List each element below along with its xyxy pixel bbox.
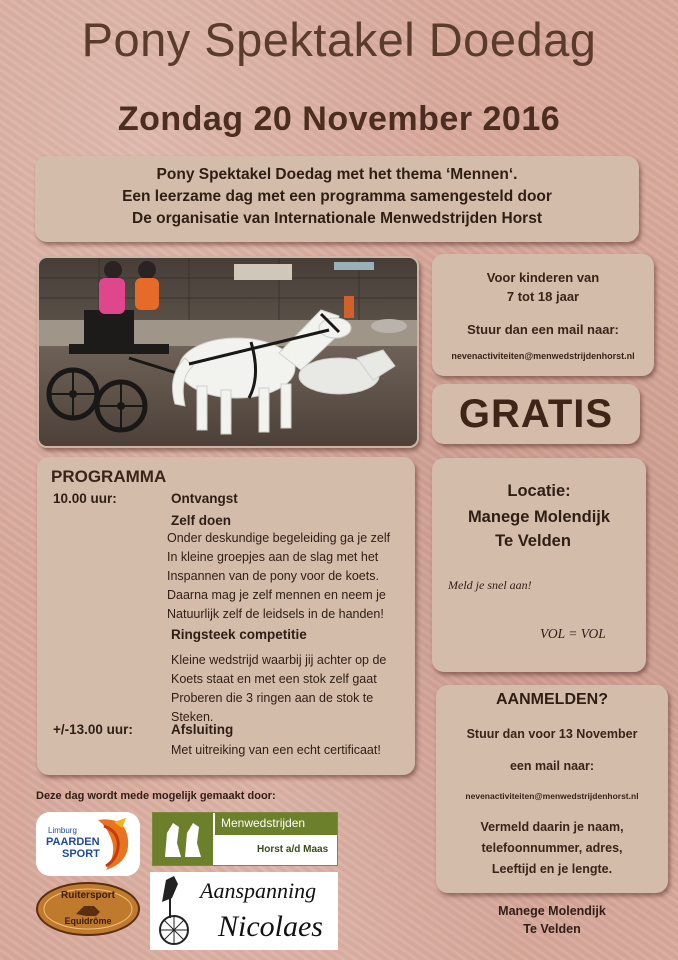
locatie-name: Manege Molendijk [467,508,611,526]
ruitersport-text: Ruitersport [61,890,115,901]
ringsteek-line: Steken. [171,710,214,724]
poster-title: Pony Spektakel Doedag [81,13,597,66]
aanmelden-email-link[interactable]: nevenactiviteiten@menwedstrijdenhorst.nl [465,791,639,801]
gratis-panel [432,384,640,444]
gratis-label: GRATIS [458,392,614,436]
ontvangst-title: Ontvangst [171,491,238,506]
event-date: Zondag 20 November 2016 [117,100,561,138]
intro-panel [35,156,639,242]
paarden-text: PAARDEN [46,836,100,848]
horst-text: Horst a/d Maas [257,844,329,855]
kids-panel [432,254,654,376]
intro-line-1: Pony Spektakel Doedag met het thema ‘Mennen‘. [156,166,518,183]
aanmelden-info-line: telefoonnummer, adres, [481,841,623,855]
locatie-town: Te Velden [495,532,571,550]
locatie-label: Locatie: [507,482,571,500]
zelf-doen-line: Daarna mag je zelf mennen en neem je [167,588,386,602]
ringsteek-line: Koets staat en met een stok zelf gaat [171,672,377,686]
footer-location [436,902,668,938]
zelf-doen-line: In kleine groepjes aan de slag met het [167,550,379,564]
aanmelden-mail-prompt: een mail naar: [509,759,595,773]
aanmelden-info-line: Vermeld daarin je naam, [480,820,624,834]
limburg-paardensport-logo [36,812,140,876]
sponsors-caption: Deze dag wordt mede mogelijk gemaakt door: [36,790,276,802]
aanspanning-text: Aanspanning [200,878,317,903]
aanmelden-info [436,817,668,880]
kids-age-line-1: Voor kinderen van [486,270,600,285]
ringsteek-line: Proberen die 3 ringen aan de stok te [171,691,374,705]
vol-is-vol-text: VOL = VOL [540,626,606,641]
horse-heads-icon [153,813,213,865]
aanmelden-info-line: Leeftijd en je lengte. [491,862,613,876]
intro-line-3: De organisatie van Internationale Menwedstrijden Horst [132,210,542,227]
afsluiting-title: Afsluiting [171,722,234,737]
equidrome-text: Equidrôme [64,916,112,926]
menwedstrijden-logo [152,812,338,866]
kids-age-line-2: 7 tot 18 jaar [506,289,580,304]
carriage-wheel-icon [152,874,196,948]
programma-panel [37,457,415,775]
pony-carriage-photo [37,256,419,448]
zelf-doen-line: Inspannen van de pony voor de koets. [167,569,379,583]
footer-line-1: Manege Molendijk [498,904,606,918]
afsluiting-text: Met uitreiking van een echt certificaat! [171,743,381,757]
footer-line-2: Te Velden [523,922,581,936]
ringsteek-line: Kleine wedstrijd waarbij jij achter op de [171,653,387,667]
zelf-doen-line: Onder deskundige begeleiding ga je zelf [167,531,391,545]
programma-heading: PROGRAMMA [51,467,167,486]
menwedstrijden-text: Menwedstrijden [221,816,306,830]
aanspanning-nicolaes-logo [150,872,338,950]
kids-email-link[interactable]: nevenactiviteiten@menwedstrijdenhorst.nl [451,351,635,361]
aanmelden-deadline: Stuur dan voor 13 November [466,727,638,741]
aanmelden-heading: AANMELDEN? [496,691,608,708]
meld-aan-text: Meld je snel aan! [448,578,532,592]
ringsteek-title: Ringsteek competitie [171,627,307,642]
nicolaes-text: Nicolaes [218,910,323,943]
zelf-doen-line: Natuurlijk zelf de leidsels in de handen! [167,607,384,621]
limburg-text: Limburg [48,826,77,835]
ringsteek-text [171,651,386,727]
kids-mail-prompt: Stuur dan een mail naar: [467,322,619,337]
locatie-panel [432,458,646,672]
aanmelden-panel [436,685,668,893]
sport-text: SPORT [62,848,100,860]
time-1300: +/-13.00 uur: [53,722,133,737]
intro-line-2: Een leerzame dag met een programma samengesteld door [122,188,552,205]
zelf-doen-text [167,529,390,624]
zelf-doen-title: Zelf doen [171,513,231,528]
ruitersport-equidrome-logo [36,882,140,936]
time-1000: 10.00 uur: [53,491,117,506]
